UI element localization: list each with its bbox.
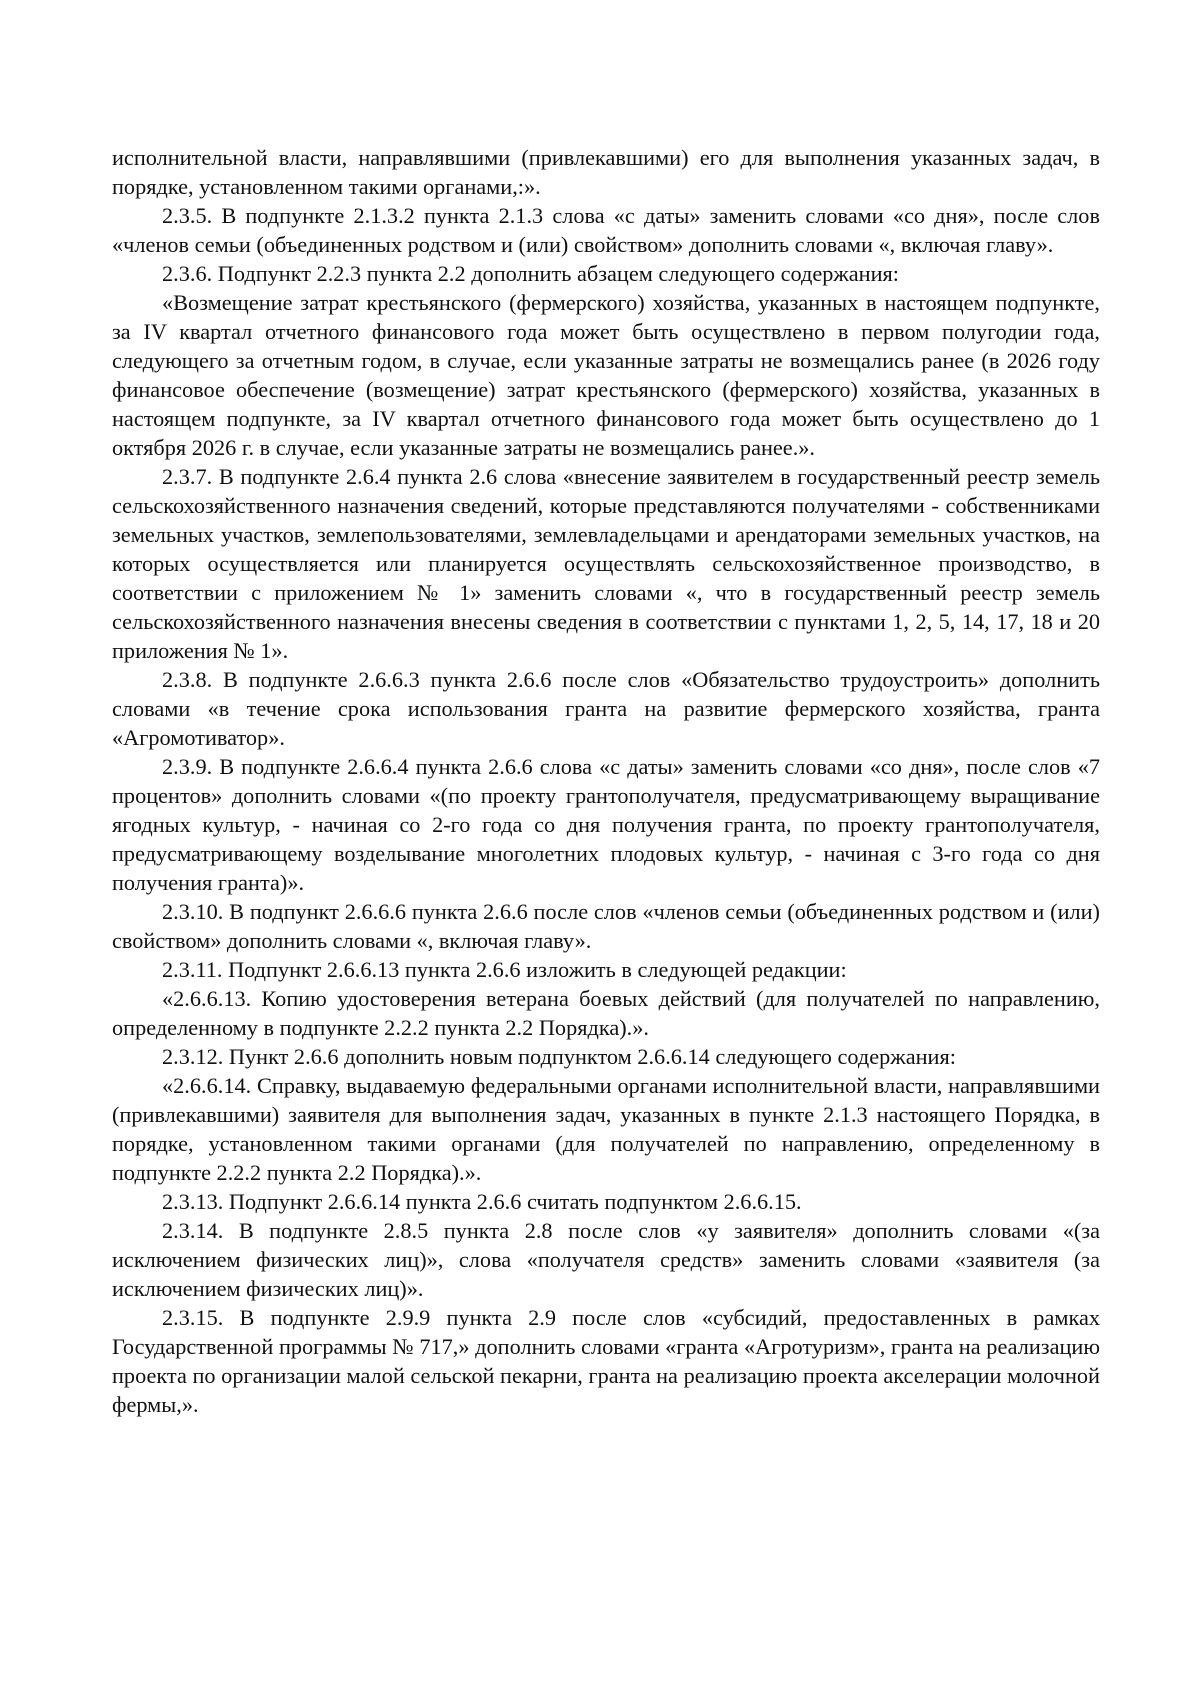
- paragraph-2-3-12-quote: «2.6.6.14. Справку, выдаваемую федеральными органами исполнительной власти, направлявшими (привлекавшими) заявителя для выполнения задач, указанных в пункте 2.1.3 настоящего Порядка, в порядке, установленном такими органами (для получателей по направлению, определенному в подпункте 2.2.2 пункта 2.2 Порядка).».: [112, 1073, 1100, 1185]
- paragraph-2-3-11-quote: «2.6.6.13. Копию удостоверения ветерана боевых действий (для получателей по направлению, определенному в подпункте 2.2.2 пункта 2.2 Порядка).».: [112, 986, 1100, 1040]
- paragraph-2-3-12: 2.3.12. Пункт 2.6.6 дополнить новым подпунктом 2.6.6.14 следующего содержания:: [162, 1044, 956, 1069]
- paragraph-continuation: исполнительной власти, направлявшими (привлекавшими) его для выполнения указанных задач, в порядке, установленном такими органами,:».: [112, 145, 1100, 199]
- paragraph-2-3-11: 2.3.11. Подпункт 2.6.6.13 пункта 2.6.6 изложить в следующей редакции:: [162, 957, 847, 982]
- paragraph-2-3-9: 2.3.9. В подпункте 2.6.6.4 пункта 2.6.6 слова «с даты» заменить словами «со дня», после слов «7 процентов» дополнить словами «(по проекту грантополучателя, предусматривающему выращивание ягодных культур, - начиная со 2-го года со дня получения гранта, по проекту грантополучателя, предусматривающему возделывание многолетних плодовых культур, - начиная с 3-го года со дня получения гранта)».: [112, 754, 1100, 895]
- paragraph-2-3-7: 2.3.7. В подпункте 2.6.4 пункта 2.6 слова «внесение заявителем в государственный реестр земель сельскохозяйственного назначения сведений, которые представляются получателями - собственниками земельных участков, землепользователями, землевладельцами и арендаторами земельных участков, на которых осуществляется или планируется осуществлять сельскохозяйственное производство, в соответствии с приложением № 1» заменить словами «, что в государственный реестр земель сельскохозяйственного назначения внесены сведения в соответствии с пунктами 1, 2, 5, 14, 17, 18 и 20 приложения № 1».: [112, 464, 1100, 663]
- paragraph-2-3-13: 2.3.13. Подпункт 2.6.6.14 пункта 2.6.6 считать подпунктом 2.6.6.15.: [162, 1189, 802, 1214]
- paragraph-2-3-8: 2.3.8. В подпункте 2.6.6.3 пункта 2.6.6 после слов «Обязательство трудоустроить» дополнить словами «в течение срока использования гранта на развитие фермерского хозяйства, гранта «Агромотиватор».: [112, 667, 1100, 750]
- paragraph-2-3-14: 2.3.14. В подпункте 2.8.5 пункта 2.8 после слов «у заявителя» дополнить словами «(за исключением физических лиц)», слова «получателя средств» заменить словами «заявителя (за исключением физических лиц)».: [112, 1218, 1100, 1301]
- paragraph-2-3-6-quote: «Возмещение затрат крестьянского (фермерского) хозяйства, указанных в настоящем подпункте, за IV квартал отчетного финансового года может быть осуществлено в первом полугодии года, следующего за отчетным годом, в случае, если указанные затраты не возмещались ранее (в 2026 году финансовое обеспечение (возмещение) затрат крестьянского (фермерского) хозяйства, указанных в настоящем подпункте, за IV квартал отчетного финансового года может быть осуществлено до 1 октября 2026 г. в случае, если указанные затраты не возмещались ранее.».: [112, 290, 1100, 460]
- paragraph-2-3-6: 2.3.6. Подпункт 2.2.3 пункта 2.2 дополнить абзацем следующего содержания:: [162, 261, 899, 286]
- paragraph-2-3-15: 2.3.15. В подпункте 2.9.9 пункта 2.9 после слов «субсидий, предоставленных в рамках Государственной программы № 717,» дополнить словами «гранта «Агротуризм», гранта на реализацию проекта по организации малой сельской пекарни, гранта на реализацию проекта акселерации молочной фермы,».: [112, 1305, 1100, 1417]
- paragraph-2-3-5: 2.3.5. В подпункте 2.1.3.2 пункта 2.1.3 слова «с даты» заменить словами «со дня», после слов «членов семьи (объединенных родством и (или) свойством» дополнить словами «, включая главу».: [112, 203, 1100, 257]
- paragraph-2-3-10: 2.3.10. В подпункт 2.6.6.6 пункта 2.6.6 после слов «членов семьи (объединенных родством и (или) свойством» дополнить словами «, включая главу».: [112, 899, 1100, 953]
